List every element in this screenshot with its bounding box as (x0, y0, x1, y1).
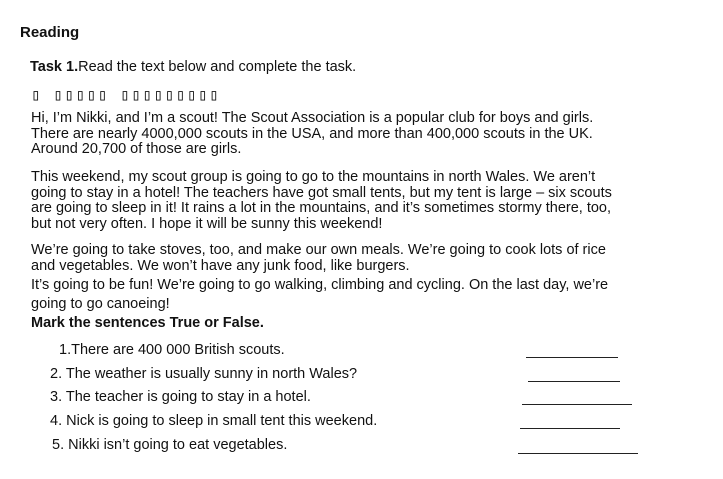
task-instruction (30, 59, 356, 75)
answer-blank-3[interactable] (522, 404, 632, 405)
task-label: Task 1. (30, 59, 79, 75)
question-3: 3. The teacher is going to stay in a hotel. (50, 389, 311, 405)
text-line: This weekend, my scout group is going to go to the mountains in north Wales. We aren’t (31, 169, 596, 185)
answer-blank-1[interactable] (526, 357, 618, 358)
text-line: It’s going to be fun! We’re going to go walking, climbing and cycling. On the last day, we’re (31, 277, 609, 293)
mark-instruction: Mark the sentences True or False. (31, 315, 264, 331)
text-line: are going to sleep in it! It rains a lot in the mountains, and it’s sometimes stormy there, too, (31, 200, 612, 216)
question-2: 2. The weather is usually sunny in north Wales? (50, 366, 358, 382)
question-1: 1.There are 400 000 British scouts. (59, 342, 285, 358)
question-4: 4. Nick is going to sleep in small tent this weekend. (50, 413, 378, 429)
text-line: going to stay in a hotel! The teachers have got small tents, but my tent is large – six scouts (31, 184, 612, 201)
paragraph-4 (31, 276, 711, 314)
paragraph-1 (31, 111, 711, 158)
answer-blank-4[interactable] (520, 428, 620, 429)
answer-blank-5[interactable] (518, 453, 638, 454)
text-line: Around 20,700 of those are girls. (31, 141, 242, 157)
question-5: 5. Nikki isn’t going to eat vegetables. (52, 437, 288, 453)
text-line: going to go canoeing! (31, 296, 170, 312)
text-line: We’re going to take stoves, too, and make our own meals. We’re going to cook lots of rice (31, 242, 606, 258)
answer-blank-2[interactable] (528, 381, 620, 382)
page-heading: Reading (20, 24, 80, 41)
garbled-text-line: ▯ ▯▯▯▯▯ ▯▯▯▯▯▯▯▯▯ (31, 85, 221, 104)
text-line: Hi, I’m Nikki, and I’m a scout! The Scout Association is a popular club for boys and girls. (31, 110, 594, 126)
text-line: There are nearly 4000,000 scouts in the USA, and more than 400,000 scouts in the UK. (31, 125, 593, 142)
paragraph-3 (31, 243, 711, 274)
paragraph-2 (31, 170, 711, 232)
task-text: Read the text below and complete the task. (78, 59, 357, 75)
text-line: but not very often. I hope it will be sunny this weekend! (31, 215, 383, 232)
text-line: and vegetables. We won’t have any junk food, like burgers. (31, 257, 410, 274)
